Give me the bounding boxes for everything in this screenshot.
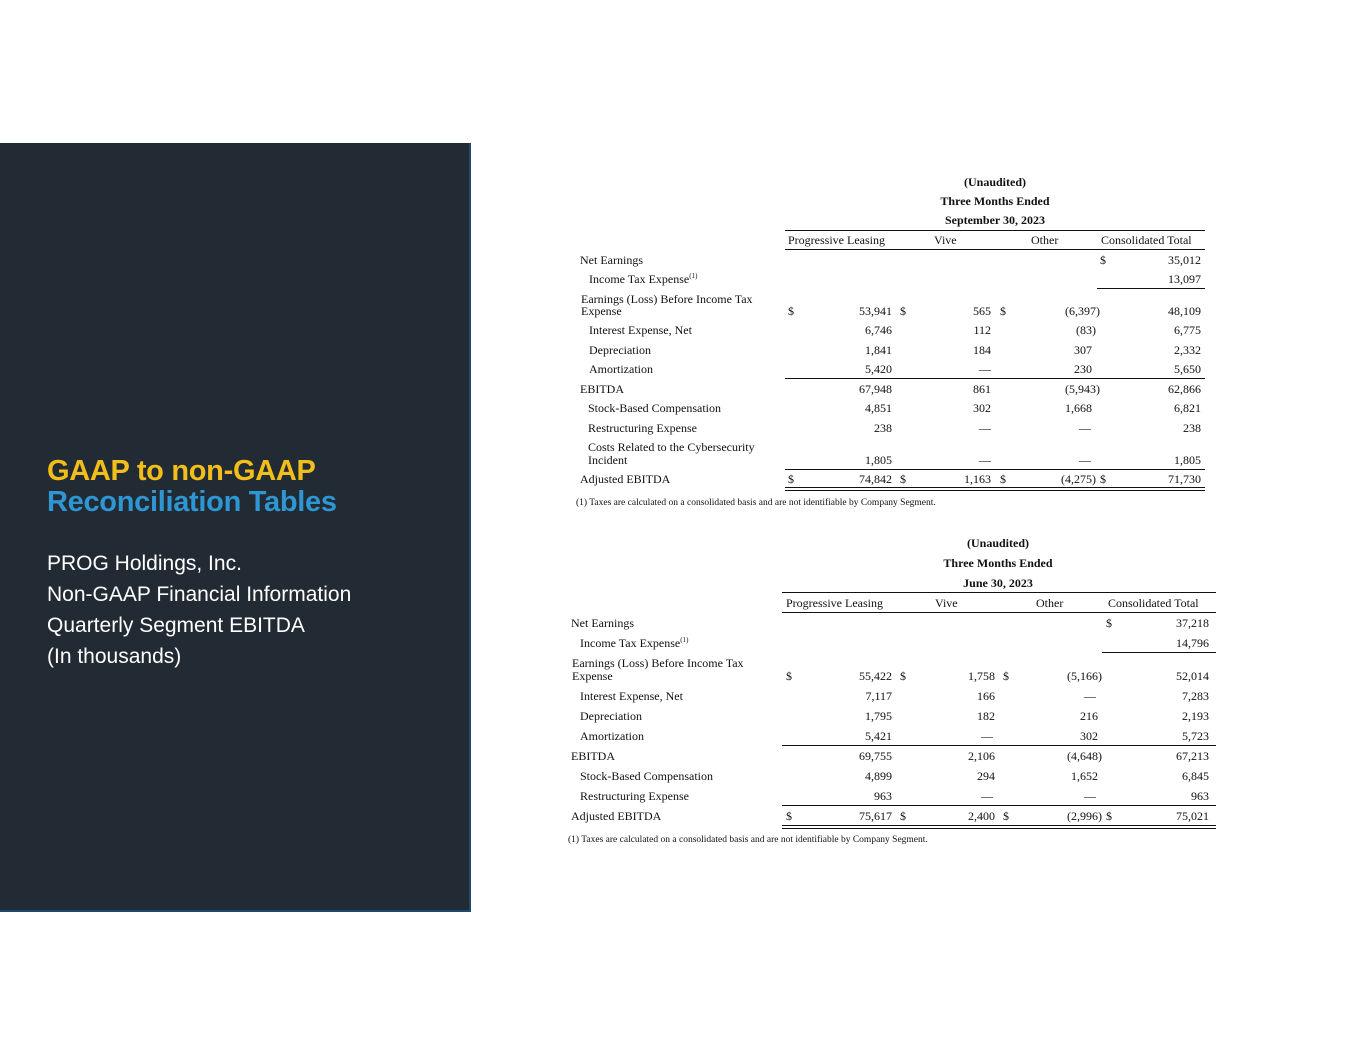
company-name: PROG Holdings, Inc.	[47, 552, 242, 575]
table2-income-tax-total: 14,796	[1176, 636, 1209, 650]
table1-row-label: Restructuring Expense	[588, 421, 697, 435]
table1-row-label: Interest Expense, Net	[589, 323, 692, 337]
table2-currency: $	[1106, 809, 1112, 823]
table1-row-label: Adjusted EBITDA	[580, 472, 671, 486]
table1-row-label: Costs Related to the Cybersecurity	[588, 440, 755, 454]
table1-cell-other: 307	[1074, 343, 1092, 357]
table2-cell-other: 216	[1080, 709, 1098, 723]
table1-cell-pl: 1,841	[865, 343, 892, 357]
table2-row-label: Interest Expense, Net	[580, 689, 683, 703]
table1-currency: $	[1100, 472, 1106, 486]
table2-cell-other: (4,648)	[1067, 749, 1102, 763]
table2-net-earnings-total: 37,218	[1176, 616, 1209, 630]
table2-net-earnings-label: Net Earnings	[571, 616, 634, 630]
table1-net-earnings-label: Net Earnings	[580, 253, 643, 267]
table1-col-vive: Vive	[934, 233, 957, 247]
table1-currency: $	[1000, 304, 1006, 318]
table2-row-label: Expense	[572, 669, 613, 683]
table2-col-consolidated-total: Consolidated Total	[1108, 596, 1199, 610]
table1-cell-total: 48,109	[1168, 304, 1201, 318]
table1-cell-vive: 184	[973, 343, 991, 357]
table1-unaudited: (Unaudited)	[963, 175, 1026, 189]
table2-cell-pl: 7,117	[865, 689, 892, 703]
subtitle-non-gaap: Non-GAAP Financial Information	[47, 583, 352, 606]
table1-row-label: Amortization	[589, 362, 653, 376]
table1-cell-pl: 238	[874, 421, 892, 435]
table1-cell-other: (6,397)	[1065, 304, 1100, 318]
table2-cell-vive: 2,106	[968, 749, 995, 763]
table1-cell-other: (4,275)	[1061, 472, 1096, 486]
table2-date: June 30, 2023	[963, 576, 1033, 590]
table1-cell-pl: 74,842	[859, 472, 892, 486]
table1-cell-total: 238	[1183, 421, 1201, 435]
subtitle-segment-ebitda: Quarterly Segment EBITDA	[47, 614, 305, 637]
table1-cell-pl: 1,805	[865, 453, 892, 467]
table2-cell-pl: 69,755	[859, 749, 892, 763]
table1-cell-pl: 67,948	[859, 382, 892, 396]
table2-currency: $	[1003, 809, 1009, 823]
table1-cell-vive: —	[979, 362, 991, 376]
table1-period: Three Months Ended	[940, 194, 1050, 208]
table2-cell-pl: 963	[874, 789, 892, 803]
table1-row-label: Depreciation	[589, 343, 651, 357]
table1-currency: $	[900, 304, 906, 318]
table1-row-label: EBITDA	[580, 382, 624, 396]
table1-cell-other: (83)	[1076, 323, 1096, 337]
table1-cell-other: 230	[1074, 362, 1092, 376]
table2-cell-total: 5,723	[1182, 729, 1209, 743]
table2-currency: $	[786, 669, 792, 683]
table2-subtotal-rule	[1102, 652, 1216, 653]
table1-col-progressive-leasing: Progressive Leasing	[788, 233, 885, 247]
table2-cell-other: (2,996)	[1067, 809, 1102, 823]
table1-cell-vive: —	[979, 421, 991, 435]
table1-date: September 30, 2023	[944, 213, 1046, 227]
table1-currency: $	[788, 304, 794, 318]
table2-cell-pl: 1,795	[865, 709, 892, 723]
table1-cell-total: 71,730	[1168, 472, 1201, 486]
table2-cell-other: —	[1084, 789, 1096, 803]
table1-cell-total: 6,775	[1174, 323, 1201, 337]
table2-row-label: Amortization	[580, 729, 644, 743]
table1-cell-vive: 861	[973, 382, 991, 396]
table1-footnote: (1) Taxes are calculated on a consolidated basis and are not identifiable by Company Segment.	[576, 498, 936, 508]
table1-col-other: Other	[1031, 233, 1059, 247]
table2-income-tax-label: Income Tax Expense$^{(1)}$	[580, 636, 689, 650]
table1-row-label: Expense	[581, 304, 622, 318]
table2-cell-pl: 4,899	[865, 769, 892, 783]
table2-col-other: Other	[1036, 596, 1064, 610]
table1-currency: $	[1000, 472, 1006, 486]
table1-currency: $	[900, 472, 906, 486]
table2-cell-total: 7,283	[1182, 689, 1209, 703]
table2-cell-other: 1,652	[1071, 769, 1098, 783]
table2-adjusted-rule	[782, 805, 1216, 806]
table2-column-rule	[782, 612, 1216, 613]
table1-cell-vive: 112	[973, 323, 991, 337]
table2-currency: $	[900, 669, 906, 683]
table1-cell-other: —	[1079, 421, 1091, 435]
table2-cell-pl: 55,422	[859, 669, 892, 683]
table2-cell-other: 302	[1080, 729, 1098, 743]
table2-unaudited: (Unaudited)	[966, 536, 1029, 550]
table1-currency: $	[788, 472, 794, 486]
table2-cell-other: —	[1084, 689, 1096, 703]
table2-cell-total: 67,213	[1176, 749, 1209, 763]
table2-cell-vive: 2,400	[968, 809, 995, 823]
table1-cell-total: 5,650	[1174, 362, 1201, 376]
table1-cell-total: 2,332	[1174, 343, 1201, 357]
table1-cell-total: 62,866	[1168, 382, 1201, 396]
table2-currency: $	[900, 809, 906, 823]
table2-footnote: (1) Taxes are calculated on a consolidated basis and are not identifiable by Company Segment.	[568, 835, 928, 845]
table1-cell-pl: 6,746	[865, 323, 892, 337]
table2-period: Three Months Ended	[943, 556, 1053, 570]
table2-currency: $	[786, 809, 792, 823]
table2-cell-total: 963	[1191, 789, 1209, 803]
table1-cell-other: (5,943)	[1065, 382, 1100, 396]
table1-income-tax-total: 13,097	[1168, 272, 1201, 286]
table2-row-label: Restructuring Expense	[580, 789, 689, 803]
table1-cell-vive: 302	[973, 401, 991, 415]
table2-col-progressive-leasing: Progressive Leasing	[786, 596, 883, 610]
table1-cell-vive: —	[979, 453, 991, 467]
table2-header-rule	[782, 592, 1216, 593]
table2-row-label: EBITDA	[571, 749, 615, 763]
table1-row-label: Stock-Based Compensation	[588, 401, 721, 415]
table2-cell-vive: —	[981, 789, 993, 803]
table2-cell-other: (5,166)	[1067, 669, 1102, 683]
table2-row-label: Earnings (Loss) Before Income Tax	[572, 656, 744, 670]
table1-net-earnings-total: 35,012	[1168, 253, 1201, 267]
table1-cell-pl: 5,420	[865, 362, 892, 376]
table2-cell-total: 6,845	[1182, 769, 1209, 783]
table2-cell-vive: 294	[977, 769, 995, 783]
table1-cell-other: 1,668	[1065, 401, 1092, 415]
table2-currency: $	[1106, 616, 1112, 630]
table1-cell-pl: 53,941	[859, 304, 892, 318]
table1-cell-pl: 4,851	[865, 401, 892, 415]
table2-cell-total: 52,014	[1176, 669, 1209, 683]
table2-cell-total: 2,193	[1182, 709, 1209, 723]
table1-cell-other: —	[1079, 453, 1091, 467]
table1-col-consolidated-total: Consolidated Total	[1101, 233, 1192, 247]
table1-cell-vive: 1,163	[964, 472, 991, 486]
table1-row-label: Incident	[588, 453, 628, 467]
table2-ebitda-rule	[782, 745, 1216, 746]
slide-title-line2: Reconciliation Tables	[47, 486, 337, 518]
table2-cell-vive: 1,758	[968, 669, 995, 683]
table2-row-label: Adjusted EBITDA	[571, 809, 662, 823]
subtitle-units: (In thousands)	[47, 645, 182, 668]
table1-cell-vive: 565	[973, 304, 991, 318]
table2-cell-total: 75,021	[1176, 809, 1209, 823]
table2-currency: $	[1003, 669, 1009, 683]
table1-row-label: Earnings (Loss) Before Income Tax	[581, 292, 753, 306]
table2-double-rule	[782, 825, 1216, 829]
table2-cell-vive: —	[981, 729, 993, 743]
table2-cell-pl: 5,421	[865, 729, 892, 743]
table1-cell-total: 1,805	[1174, 453, 1201, 467]
table2-row-label: Stock-Based Compensation	[580, 769, 713, 783]
slide-title-line1: GAAP to non-GAAP	[47, 455, 316, 487]
table1-currency: $	[1100, 253, 1106, 267]
table1-income-tax-label: Income Tax Expense$^{(1)}$	[589, 272, 698, 286]
table2-col-vive: Vive	[935, 596, 958, 610]
table2-cell-vive: 182	[977, 709, 995, 723]
table2-row-label: Depreciation	[580, 709, 642, 723]
table2-cell-pl: 75,617	[859, 809, 892, 823]
table1-cell-total: 6,821	[1174, 401, 1201, 415]
table2-cell-vive: 166	[977, 689, 995, 703]
